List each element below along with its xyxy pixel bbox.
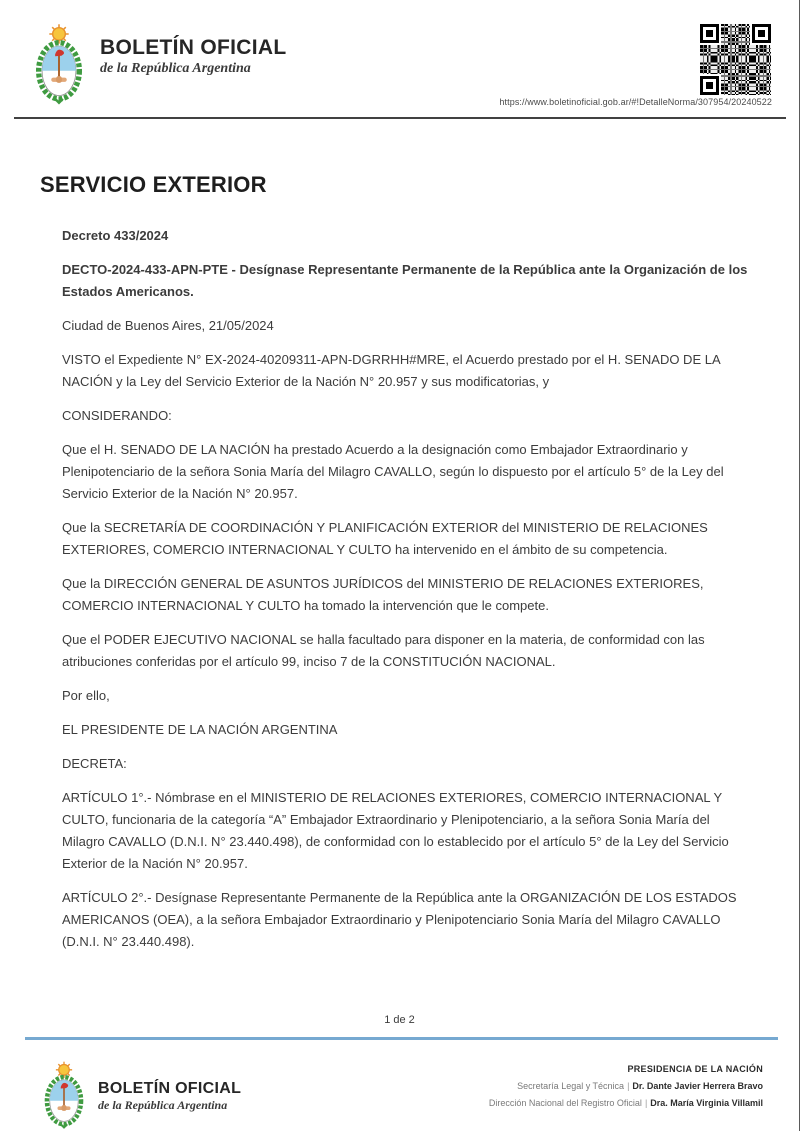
official-line-registro — [489, 1098, 763, 1108]
header-brand — [28, 22, 287, 106]
brand-title: BOLETÍN OFICIAL — [100, 36, 287, 59]
brand-title: BOLETÍN OFICIAL — [98, 1080, 242, 1097]
argentina-coat-of-arms-icon — [28, 22, 90, 106]
paragraph-recital-3: Que la DIRECCIÓN GENERAL DE ASUNTOS JURÍDICOS del MINISTERIO DE RELACIONES EXTERIORES, COMERCIO INTERNACIONAL Y CULTO ha tomado la intervención que le compete. — [62, 576, 704, 613]
official-name: Dr. Dante Javier Herrera Bravo — [632, 1081, 763, 1091]
argentina-coat-of-arms-icon — [38, 1060, 90, 1130]
official-role: Dirección Nacional del Registro Oficial — [488, 1098, 642, 1108]
footer-accent-divider — [25, 1037, 778, 1040]
decree-content — [40, 172, 752, 965]
official-line-secretaria — [489, 1081, 763, 1091]
header-divider — [14, 117, 786, 119]
header-brand-text — [100, 36, 287, 77]
norm-detail-url: https://www.boletinoficial.gob.ar/#!DetalleNorma/307954/20240522 — [499, 97, 772, 107]
presidency-label: PRESIDENCIA DE LA NACIÓN — [627, 1064, 763, 1074]
decree-summary: DECTO-2024-433-APN-PTE - Desígnase Representante Permanente de la República ante la Organización de los Estados Americanos. — [62, 262, 748, 299]
section-title: SERVICIO EXTERIOR — [40, 172, 267, 197]
brand-subtitle: de la República Argentina — [98, 1098, 228, 1112]
paragraph-articulo-2: ARTÍCULO 2°.- Desígnase Representante Permanente de la República ante la ORGANIZACIÓN DE LOS ESTADOS AMERICANOS (OEA), a la señora Embajador Extraordinario y Plenipotenciario Sonia María del Milagro CAVALLO (D.N.I. N° 23.440.498). — [62, 890, 737, 949]
official-role: Secretaría Legal y Técnica — [517, 1081, 625, 1091]
paragraph-presidente: EL PRESIDENTE DE LA NACIÓN ARGENTINA — [62, 722, 338, 737]
paragraph-recital-2: Que la SECRETARÍA DE COORDINACIÓN Y PLANIFICACIÓN EXTERIOR del MINISTERIO DE RELACIONES EXTERIORES, COMERCIO INTERNACIONAL Y CULTO ha intervenido en el ámbito de su competencia. — [62, 520, 708, 557]
separator: | — [644, 1098, 648, 1108]
paragraph-decreta: DECRETA: — [62, 756, 127, 771]
decree-number: Decreto 433/2024 — [62, 228, 169, 243]
footer-brand-text — [98, 1080, 241, 1113]
city-date-line: Ciudad de Buenos Aires, 21/05/2024 — [62, 318, 274, 333]
qr-code-icon — [700, 24, 771, 95]
decree-body — [62, 225, 752, 953]
paragraph-visto: VISTO el Expediente N° EX-2024-40209311-APN-DGRRHH#MRE, el Acuerdo prestado por el H. SENADO DE LA NACIÓN y la Ley del Servicio Exterior de la Nación N° 20.957 y sus modificatorias, y — [62, 352, 720, 389]
footer-brand — [38, 1060, 241, 1130]
paragraph-por-ello: Por ello, — [62, 688, 110, 703]
paragraph-articulo-1: ARTÍCULO 1°.- Nómbrase en el MINISTERIO DE RELACIONES EXTERIORES, COMERCIO INTERNACIONAL Y CULTO, funcionaria de la categoría “A” Embajador Extraordinario y Plenipotenciario, a la señora Sonia María del Milagro CAVALLO (D.N.I. N° 23.440.498), de conformidad con lo establecido por el artículo 5° de la Ley del Servicio Exterior de la Nación N° 20.957. — [62, 790, 729, 871]
page-number-indicator: 1 de 2 — [384, 1014, 415, 1026]
brand-subtitle: de la República Argentina — [100, 61, 251, 76]
footer-officials-block — [489, 1064, 763, 1108]
separator: | — [627, 1081, 630, 1091]
paragraph-recital-1: Que el H. SENADO DE LA NACIÓN ha prestado Acuerdo a la designación como Embajador Extraordinario y Plenipotenciario de la señora Sonia María del Milagro CAVALLO, según lo dispuesto por el artículo 5° de la Ley del Servicio Exterior de la Nación N° 20.957. — [62, 442, 724, 501]
paragraph-considerando: CONSIDERANDO: — [62, 408, 172, 423]
official-name: Dra. María Virginia Villamil — [650, 1098, 763, 1108]
paragraph-recital-4: Que el PODER EJECUTIVO NACIONAL se halla facultado para disponer en la materia, de conformidad con las atribuciones conferidas por el artículo 99, inciso 7 de la CONSTITUCIÓN NACIONAL. — [62, 632, 705, 669]
